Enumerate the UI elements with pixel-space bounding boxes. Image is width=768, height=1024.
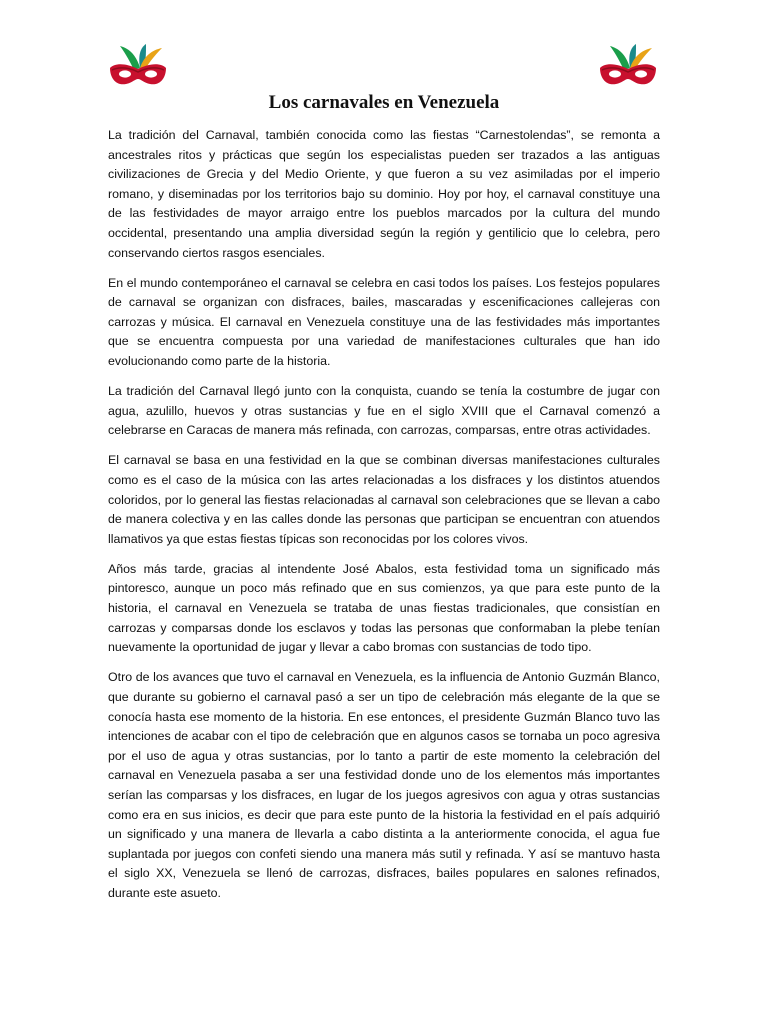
paragraph: En el mundo contemporáneo el carnaval se celebra en casi todos los países. Los festejos populares de carnaval se organizan con disfraces, bailes, mascaradas y escenificaciones callejeras con carrozas y música. El carnaval en Venezuela constituye una de las festividades más importantes que se encuentra compuesta por una variedad de manifestaciones culturales que han ido evolucionando como parte de la historia. <box>108 275 660 369</box>
document-title: Los carnavales en Venezuela <box>268 92 500 113</box>
paragraph: La tradición del Carnaval llegó junto con la conquista, cuando se tenía la costumbre de jugar con agua, azulillo, huevos y otras sustancias y fue en el siglo XVIII que el Carnaval comenzó a celebrarse en Caracas de manera más refinada, con carrozas, comparsas, entre otras actividades. <box>108 384 660 438</box>
paragraph: El carnaval se basa en una festividad en la que se combinan diversas manifestaciones culturales como es el caso de la música con las artes relacionadas a los disfraces y los distintos atuendos coloridos, por lo general las fiestas relacionadas al carnaval son celebraciones que se llevan a cabo de manera colectiva y en las calles donde las personas que participan se encuentran con atuendos llamativos ya que estas fiestas típicas son reconocidas por los colores vivos. <box>108 453 660 546</box>
paragraph: Otro de los avances que tuvo el carnaval en Venezuela, es la influencia de Antonio Guzmán Blanco, que durante su gobierno el carnaval pasó a ser un tipo de celebración más elegante de la que se conocía hasta ese momento de la historia. En ese entonces, el presidente Guzmán Blanco tuvo las intenciones de acabar con el tipo de celebración que en algunos casos se tornaba un poco agresiva por el uso de agua y otras sustancias, por lo tanto a partir de este momento la celebración del carnaval en Venezuela pasaba a ser una festividad donde uno de los elementos más importantes serían las comparsas y los disfraces, en lugar de los juegos agresivos con agua y otras sustancias como era en sus inicios, es decir que para este punto de la historia la festividad en el país adquirió un significado y una manera de llevarla a cabo distinta a la anteriormente conocida, el agua fue suplantada por juegos con confeti siendo una manera más sutil y refinada. Y así se mantuvo hasta el siglo XX, Venezuela se llenó de carrozas, disfraces, bailes populares en salones refinados, durante este asueto. <box>108 670 660 900</box>
carnival-mask-icon <box>596 44 660 92</box>
carnival-mask-icon <box>106 44 170 92</box>
paragraph: Años más tarde, gracias al intendente José Abalos, esta festividad toma un significado más pintoresco, aunque un poco más refinado que en sus comienzos, ya que para este punto de la historia, el carnaval en Venezuela se trataba de unas fiestas tradicionales, que consistían en carrozas y comparsas donde los esclavos y todas las personas que conformaban la plebe tenían nuevamente la oportunidad de jugar y llevar a cabo bromas con sustancias de todo tipo. <box>108 561 660 655</box>
paragraph: La tradición del Carnaval, también conocida como las fiestas “Carnestolendas”, se remonta a ancestrales ritos y prácticas que según los especialistas pueden ser trazados a las antiguas civilizaciones de Grecia y del Medio Oriente, y que fueron a su vez asimiladas por el imperio romano, y diseminadas por los territorios bajo su dominio. Hoy por hoy, el carnaval constituye una de las festividades de mayor arraigo entre los pueblos marcados por la cultura del mundo occidental, presentando una amplia diversidad según la región y gentilicio que lo celebra, pero conservando ciertos rasgos esenciales. <box>108 128 660 260</box>
document-body <box>108 126 660 914</box>
